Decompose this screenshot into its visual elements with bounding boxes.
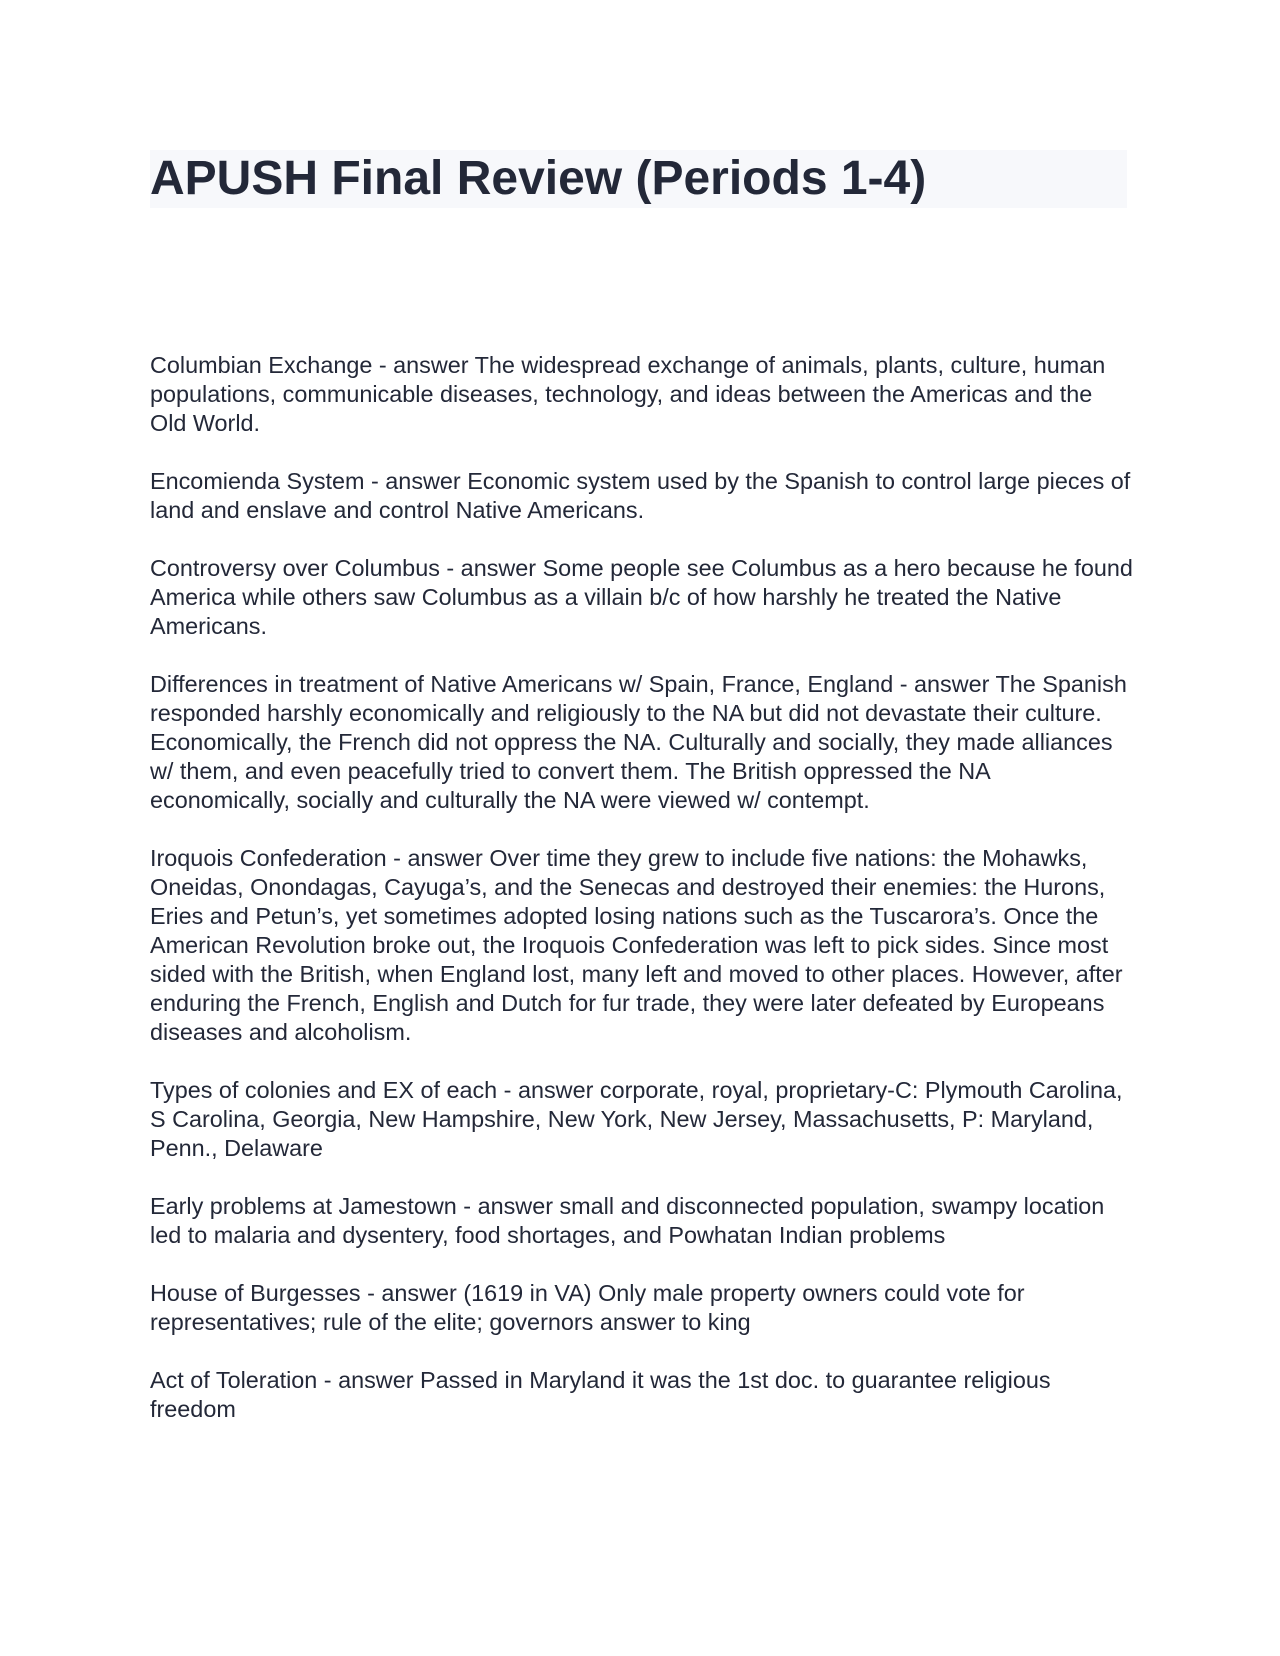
entry-act-of-toleration: Act of Toleration - answer Passed in Maryland it was the 1st doc. to guarantee religious freedom — [150, 1367, 1051, 1422]
entry-treatment-differences: Differences in treatment of Native Americans w/ Spain, France, England - answer The Spanish responded harshly economically and religiously to the NA but did not devastate their culture. Economically, the French did not oppress the NA. Culturally and socially, they made alliances w/ them, and even peacefully tried to convert them. The British oppressed the NA economically, socially and culturally the NA were viewed w/ contempt. — [150, 671, 1127, 813]
entry-house-of-burgesses: House of Burgesses - answer (1619 in VA) Only male property owners could vote for representatives; rule of the elite; governors answer to king — [150, 1280, 1025, 1335]
entry-controversy-over-columbus: Controversy over Columbus - answer Some people see Columbus as a hero because he found America while others saw Columbus as a villain b/c of how harshly he treated the Native Americans. — [150, 555, 1133, 639]
entry-columbian-exchange: Columbian Exchange - answer The widespread exchange of animals, plants, culture, human populations, communicable diseases, technology, and ideas between the Americas and the Old World. — [150, 352, 1106, 436]
entry-encomienda-system: Encomienda System - answer Economic system used by the Spanish to control large pieces of land and enslave and control Native Americans. — [150, 468, 1131, 523]
document-body — [150, 351, 1135, 1453]
entry-types-of-colonies: Types of colonies and EX of each - answer corporate, royal, proprietary-C: Plymouth Carolina, S Carolina, Georgia, New Hampshire, New York, New Jersey, Massachusetts, P: Maryland, Penn., Delaware — [150, 1077, 1123, 1161]
document-title: APUSH Final Review (Periods 1-4) — [150, 152, 927, 205]
entry-iroquois-confederation: Iroquois Confederation - answer Over time they grew to include five nations: the Mohawks, Oneidas, Onondagas, Cayuga’s, and the Senecas and destroyed their enemies: the Hurons, Eries and Petun’s, yet sometimes adopted losing nations such as the Tuscarora’s. Once the American Revolution broke out, the Iroquois Confederation was left to pick sides. Since most sided with the British, when England lost, many left and moved to other places. However, after enduring the French, English and Dutch for fur trade, they were later defeated by Europeans diseases and alcoholism. — [150, 845, 1123, 1045]
entry-jamestown-problems: Early problems at Jamestown - answer small and disconnected population, swampy location led to malaria and dysentery, food shortages, and Powhatan Indian problems — [150, 1193, 1105, 1248]
